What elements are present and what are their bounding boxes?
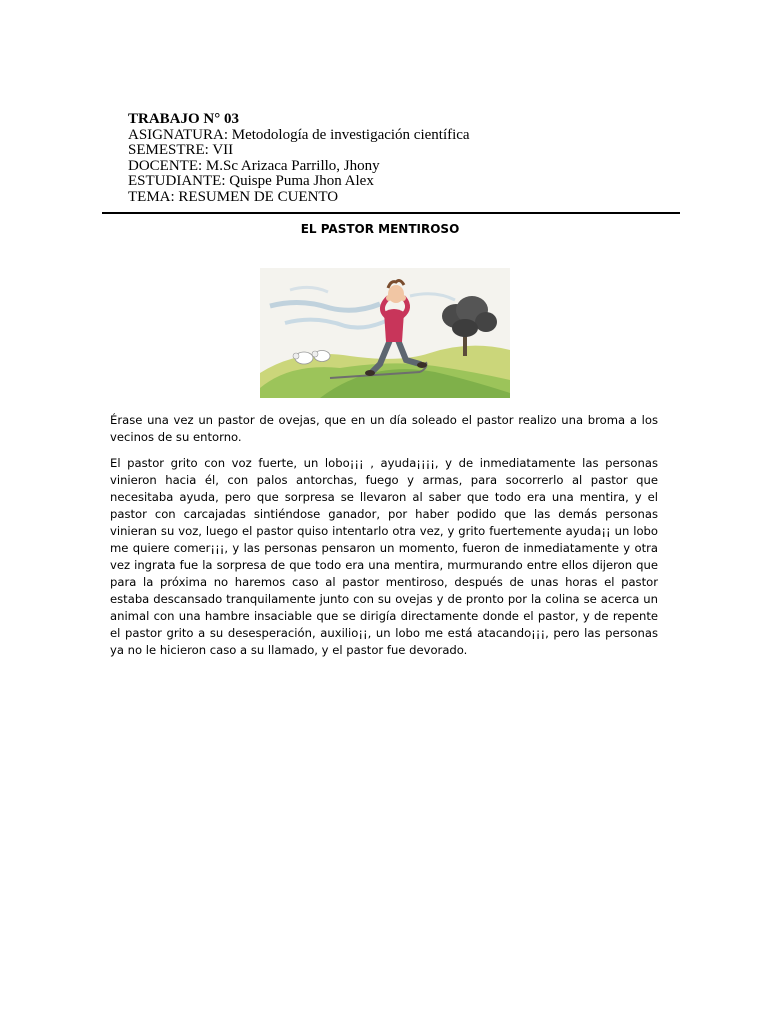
estudiante-line: ESTUDIANTE: Quispe Puma Jhon Alex [128, 173, 374, 190]
asignatura-line: ASIGNATURA: Metodología de investigación científica [128, 126, 470, 143]
story-title: EL PASTOR MENTIROSO [300, 222, 460, 236]
header-divider [102, 212, 680, 214]
story-body [110, 412, 658, 668]
docente-line: DOCENTE: M.Sc Arizaca Parrillo, Jhony [128, 157, 380, 174]
tema-line: TEMA: RESUMEN DE CUENTO [128, 188, 339, 205]
assignment-header [128, 112, 648, 206]
shepherd-boy-shouting-illustration [260, 268, 510, 398]
story-paragraph-1: Érase una vez un pastor de ovejas, que en un día soleado el pastor realizo una broma a los vecinos de su entorno. [110, 413, 658, 444]
trabajo-number: TRABAJO N° 03 [128, 111, 240, 127]
semestre-line: SEMESTRE: VII [128, 142, 234, 159]
story-paragraph-2: El pastor grito con voz fuerte, un lobo¡¡¡ , ayuda¡¡¡¡, y de inmediatamente las personas vinieron hacia él, con palos antorchas, fuego y armas, para socorrerlo al pastor que necesitaba ayuda, pero que sorpresa se llevaron al saber que todo era una mentira, y el pastor con carcajadas sintiéndose ganador, por haber podido que las demás personas vinieran su voz, luego el pastor quiso intentarlo otra vez, y grito fuertemente ayuda¡¡ un lobo me quiere comer¡¡¡, y las personas pensaron un momento, fueron de inmediatamente y otra vez ingrata fue la sorpresa de que todo era una mentira, murmurando entre ellos dijeron que para la próxima no haremos caso al pastor mentiroso, después de unas horas el pastor estaba descansado tranquilamente junto con su ovejas y de pronto por la colina se acerca un animal con una hambre insaciable que se dirigía directamente donde el pastor, y de repente el pastor grito a su desesperación, auxilio¡¡, un lobo me está atacando¡¡¡, pero las personas ya no le hicieron caso a su llamado, y el pastor fue devorado. [110, 456, 658, 657]
